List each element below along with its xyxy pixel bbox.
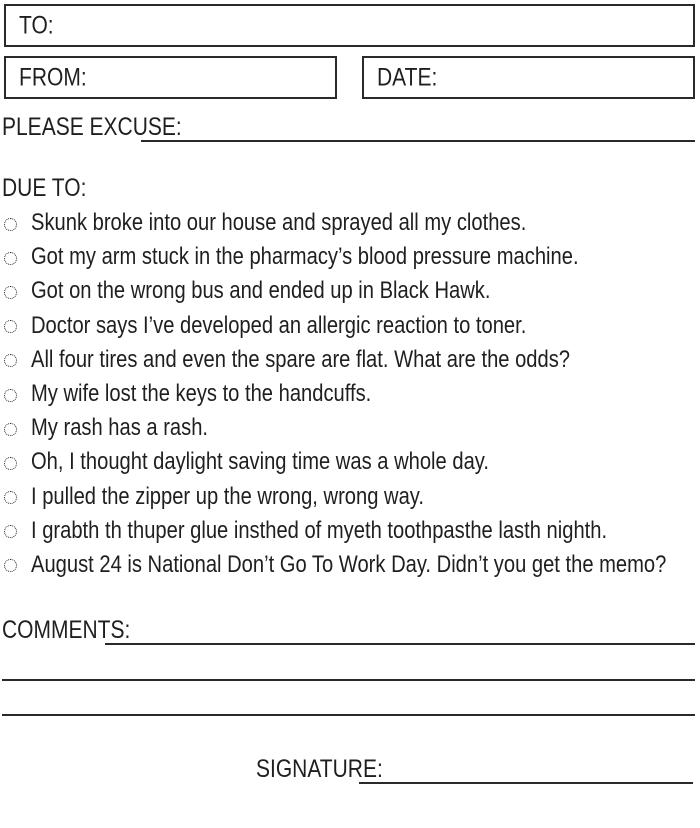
reason-option[interactable]	[4, 514, 700, 548]
radio-circle-icon	[4, 525, 17, 538]
reason-option[interactable]	[4, 411, 700, 445]
reason-text: My wife lost the keys to the handcuffs.	[31, 380, 372, 408]
reason-option[interactable]	[4, 274, 700, 308]
from-label: FROM:	[19, 63, 87, 91]
radio-circle-icon	[4, 457, 17, 470]
from-field[interactable]	[4, 56, 337, 99]
to-field[interactable]	[4, 4, 695, 47]
reason-option[interactable]	[4, 377, 700, 411]
radio-circle-icon	[4, 252, 17, 265]
comments-line[interactable]	[105, 643, 695, 645]
due-to-heading: DUE TO:	[2, 174, 87, 202]
signature-label: SIGNATURE:	[256, 755, 383, 783]
reason-list	[4, 206, 700, 582]
reason-text: Skunk broke into our house and sprayed all my clothes.	[31, 209, 527, 237]
radio-circle-icon	[4, 354, 17, 367]
reason-option[interactable]	[4, 240, 700, 274]
comments-line-2[interactable]	[2, 679, 695, 681]
comments-line-3[interactable]	[2, 714, 695, 716]
radio-circle-icon	[4, 286, 17, 299]
reason-text: All four tires and even the spare are flat. What are the odds?	[31, 345, 571, 373]
radio-circle-icon	[4, 389, 17, 402]
radio-circle-icon	[4, 491, 17, 504]
comments-label: COMMENTS:	[2, 616, 131, 644]
please-excuse-label: PLEASE EXCUSE:	[2, 113, 182, 141]
reason-text: I pulled the zipper up the wrong, wrong way.	[31, 482, 424, 510]
radio-circle-icon	[4, 320, 17, 333]
please-excuse-row	[2, 110, 698, 144]
signature-row	[256, 752, 696, 786]
radio-circle-icon	[4, 218, 17, 231]
date-label: DATE:	[377, 63, 438, 91]
reason-text: August 24 is National Don’t Go To Work Day. Didn’t you get the memo?	[31, 550, 667, 578]
date-field[interactable]	[362, 56, 695, 99]
reason-option[interactable]	[4, 548, 700, 582]
reason-option[interactable]	[4, 309, 700, 343]
reason-text: Oh, I thought daylight saving time was a whole day.	[31, 448, 489, 476]
signature-line[interactable]	[359, 782, 693, 784]
reason-text: Got my arm stuck in the pharmacy’s blood pressure machine.	[31, 243, 579, 271]
reason-option[interactable]	[4, 206, 700, 240]
radio-circle-icon	[4, 559, 17, 572]
please-excuse-line[interactable]	[141, 140, 695, 142]
reason-text: My rash has a rash.	[31, 414, 209, 442]
reason-option[interactable]	[4, 343, 700, 377]
to-label: TO:	[19, 11, 54, 39]
reason-text: Doctor says I’ve developed an allergic reaction to toner.	[31, 311, 527, 339]
reason-option[interactable]	[4, 480, 700, 514]
radio-circle-icon	[4, 423, 17, 436]
reason-option[interactable]	[4, 445, 700, 479]
comments-row	[2, 613, 698, 647]
reason-text: I grabth th thuper glue insthed of myeth toothpasthe lasth nighth.	[31, 516, 608, 544]
reason-text: Got on the wrong bus and ended up in Black Hawk.	[31, 277, 491, 305]
